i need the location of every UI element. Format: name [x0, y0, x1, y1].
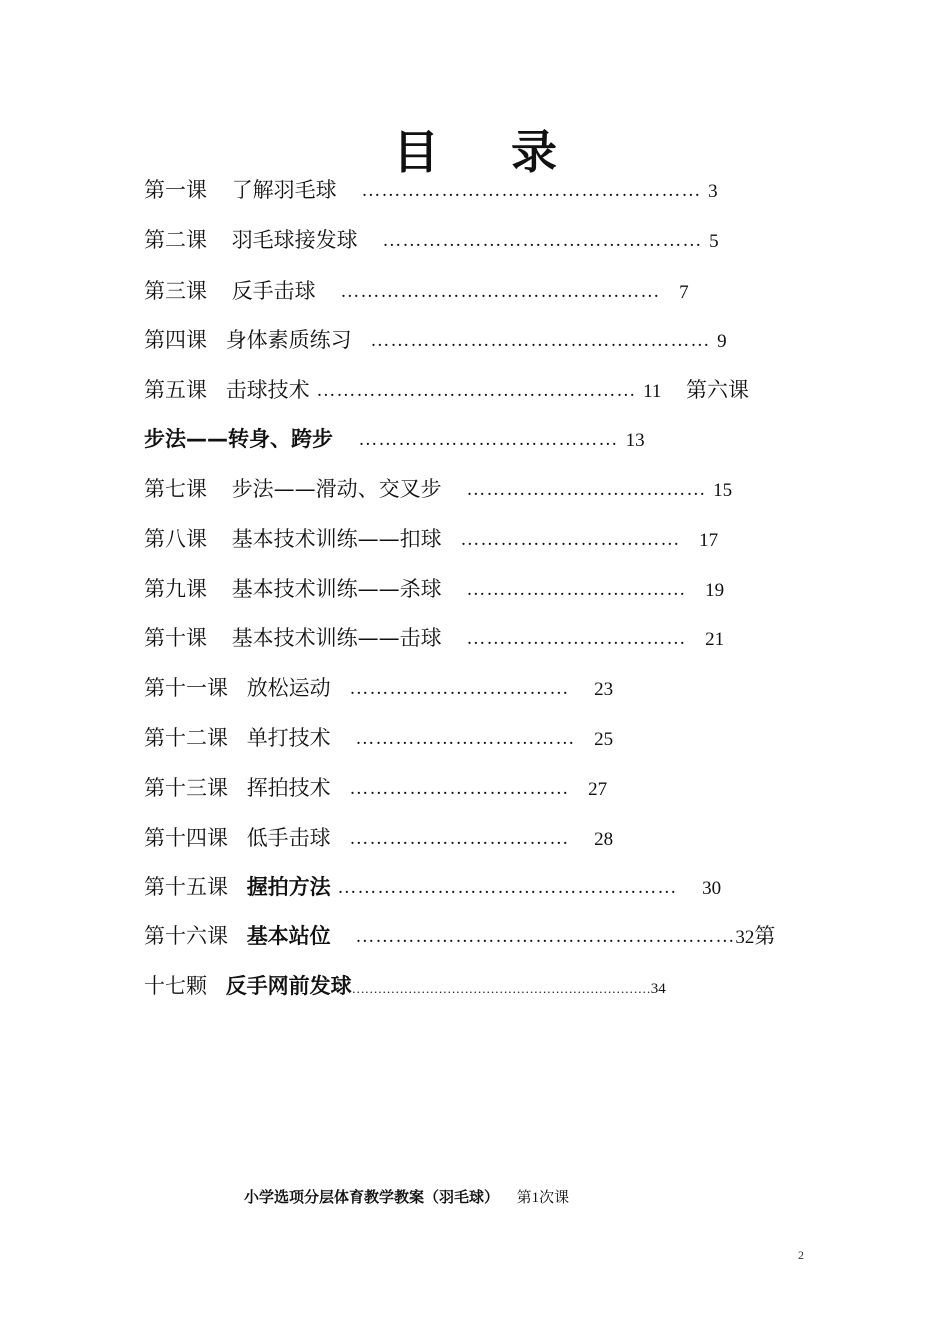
- toc-entry-5[interactable]: [144, 376, 749, 406]
- toc-page: 9: [717, 331, 727, 352]
- lesson-plan-title: 小学选项分层体育教学教案（羽毛球）: [244, 1188, 500, 1206]
- toc-label: 第十五课: [144, 875, 228, 899]
- lesson-number: 1: [531, 1190, 540, 1206]
- toc-entry-7[interactable]: [144, 475, 732, 505]
- toc-label: 第十一课: [144, 676, 228, 700]
- toc-label: 第十六课: [144, 924, 228, 948]
- toc-entry-1[interactable]: [144, 176, 718, 206]
- toc-label: 十七颗: [144, 974, 207, 998]
- toc-leader: ………………………………: [466, 479, 707, 500]
- toc-topic: 基本技术训练——击球: [231, 626, 442, 650]
- toc-entry-6[interactable]: [144, 425, 645, 455]
- toc-page: 17: [699, 530, 719, 551]
- toc-topic: 握拍方法: [246, 875, 331, 899]
- toc-entry-14[interactable]: [144, 824, 613, 854]
- toc-label-next: 第: [754, 924, 776, 948]
- toc-topic: 步法——滑动、交叉步: [231, 477, 442, 501]
- toc-topic: 身体素质练习: [225, 328, 352, 352]
- toc-entry-11[interactable]: [144, 674, 613, 704]
- toc-topic: 了解羽毛球: [231, 178, 337, 202]
- toc-page: 25: [594, 729, 614, 750]
- toc-topic: 基本技术训练——扣球: [231, 527, 442, 551]
- toc-entry-15[interactable]: [144, 873, 721, 903]
- toc-leader: ……………………………………………: [370, 330, 711, 351]
- toc-label: 第十二课: [144, 726, 228, 750]
- toc-page: 28: [594, 829, 614, 850]
- toc-label: 第八课: [144, 527, 207, 551]
- toc-label: 第十课: [144, 626, 207, 650]
- toc-entry-4[interactable]: [144, 326, 727, 356]
- toc-label: 第十三课: [144, 776, 228, 800]
- toc-leader: ……………………………: [460, 529, 681, 550]
- toc-page: 30: [702, 878, 722, 899]
- toc-label: 第七课: [144, 477, 207, 501]
- toc-leader: ……………………………: [355, 728, 576, 749]
- toc-label: 第四课: [144, 328, 207, 352]
- toc-page: 5: [709, 231, 719, 252]
- toc-label: 第十四课: [144, 826, 228, 850]
- toc-topic: 基本技术训练——杀球: [231, 577, 442, 601]
- toc-page: 32: [735, 927, 755, 948]
- toc-topic: 单打技术: [246, 726, 331, 750]
- toc-leader: …………………………………………: [340, 281, 661, 302]
- toc-page: 27: [588, 779, 608, 800]
- toc-label: 第九课: [144, 577, 207, 601]
- toc-leader: …………………………………………: [382, 230, 703, 251]
- toc-entry-2[interactable]: [144, 226, 719, 256]
- lesson-prefix: 第: [516, 1188, 532, 1206]
- toc-leader: ……………………………………………: [361, 180, 702, 201]
- toc-leader: ……………………………: [349, 778, 570, 799]
- toc-entry-8[interactable]: [144, 525, 718, 555]
- toc-topic: 挥拍技术: [246, 776, 331, 800]
- toc-page: 23: [594, 679, 614, 700]
- toc-leader: …………………………………………………: [355, 926, 736, 947]
- toc-entry-10[interactable]: [144, 624, 724, 654]
- toc-leader: ……………………………: [466, 628, 687, 649]
- toc-leader: ……………………………: [349, 828, 570, 849]
- toc-topic: 低手击球: [246, 826, 331, 850]
- toc-topic: 放松运动: [246, 676, 331, 700]
- toc-page: 7: [679, 282, 689, 303]
- toc-page: 13: [625, 430, 645, 451]
- toc-topic: 基本站位: [246, 924, 331, 948]
- lesson-plan-header: [244, 1186, 569, 1207]
- toc-topic: 步法——转身、跨步: [144, 427, 333, 451]
- toc-leader: ……………………………: [466, 579, 687, 600]
- toc-leader: ……………………………………………: [337, 877, 678, 898]
- toc-topic: 击球技术: [225, 378, 310, 402]
- toc-label: 第三课: [144, 279, 207, 303]
- toc-topic: 反手击球: [231, 279, 316, 303]
- toc-page: 3: [708, 181, 718, 202]
- toc-label: 第五课: [144, 378, 207, 402]
- toc-label: 第一课: [144, 178, 207, 202]
- toc-page: 21: [705, 629, 725, 650]
- toc-label-next: 第六课: [686, 378, 750, 402]
- toc-entry-13[interactable]: [144, 774, 607, 804]
- toc-page: 19: [705, 580, 725, 601]
- toc-label: 第二课: [144, 228, 207, 252]
- toc-page: 11: [643, 381, 662, 402]
- toc-entry-12[interactable]: [144, 724, 613, 754]
- toc-topic: 羽毛球接发球: [231, 228, 358, 252]
- toc-leader: …………………………………………: [316, 380, 637, 401]
- lesson-suffix: 次课: [539, 1188, 570, 1206]
- toc-entry-9[interactable]: [144, 575, 724, 605]
- page-title: 目 录: [392, 125, 585, 179]
- toc-entry-16[interactable]: [144, 922, 775, 952]
- toc-entry-17[interactable]: [144, 972, 666, 1003]
- toc-topic: 反手网前发球: [225, 974, 352, 998]
- toc-leader: ……………………………: [349, 678, 570, 699]
- toc-leader: …………………………………: [358, 429, 619, 450]
- toc-page: 34: [650, 981, 666, 997]
- page-number: 2: [798, 1248, 804, 1262]
- toc-entry-3[interactable]: [144, 277, 689, 307]
- toc-page: 15: [713, 480, 733, 501]
- toc-leader: ……………………………………………………………: [351, 981, 651, 996]
